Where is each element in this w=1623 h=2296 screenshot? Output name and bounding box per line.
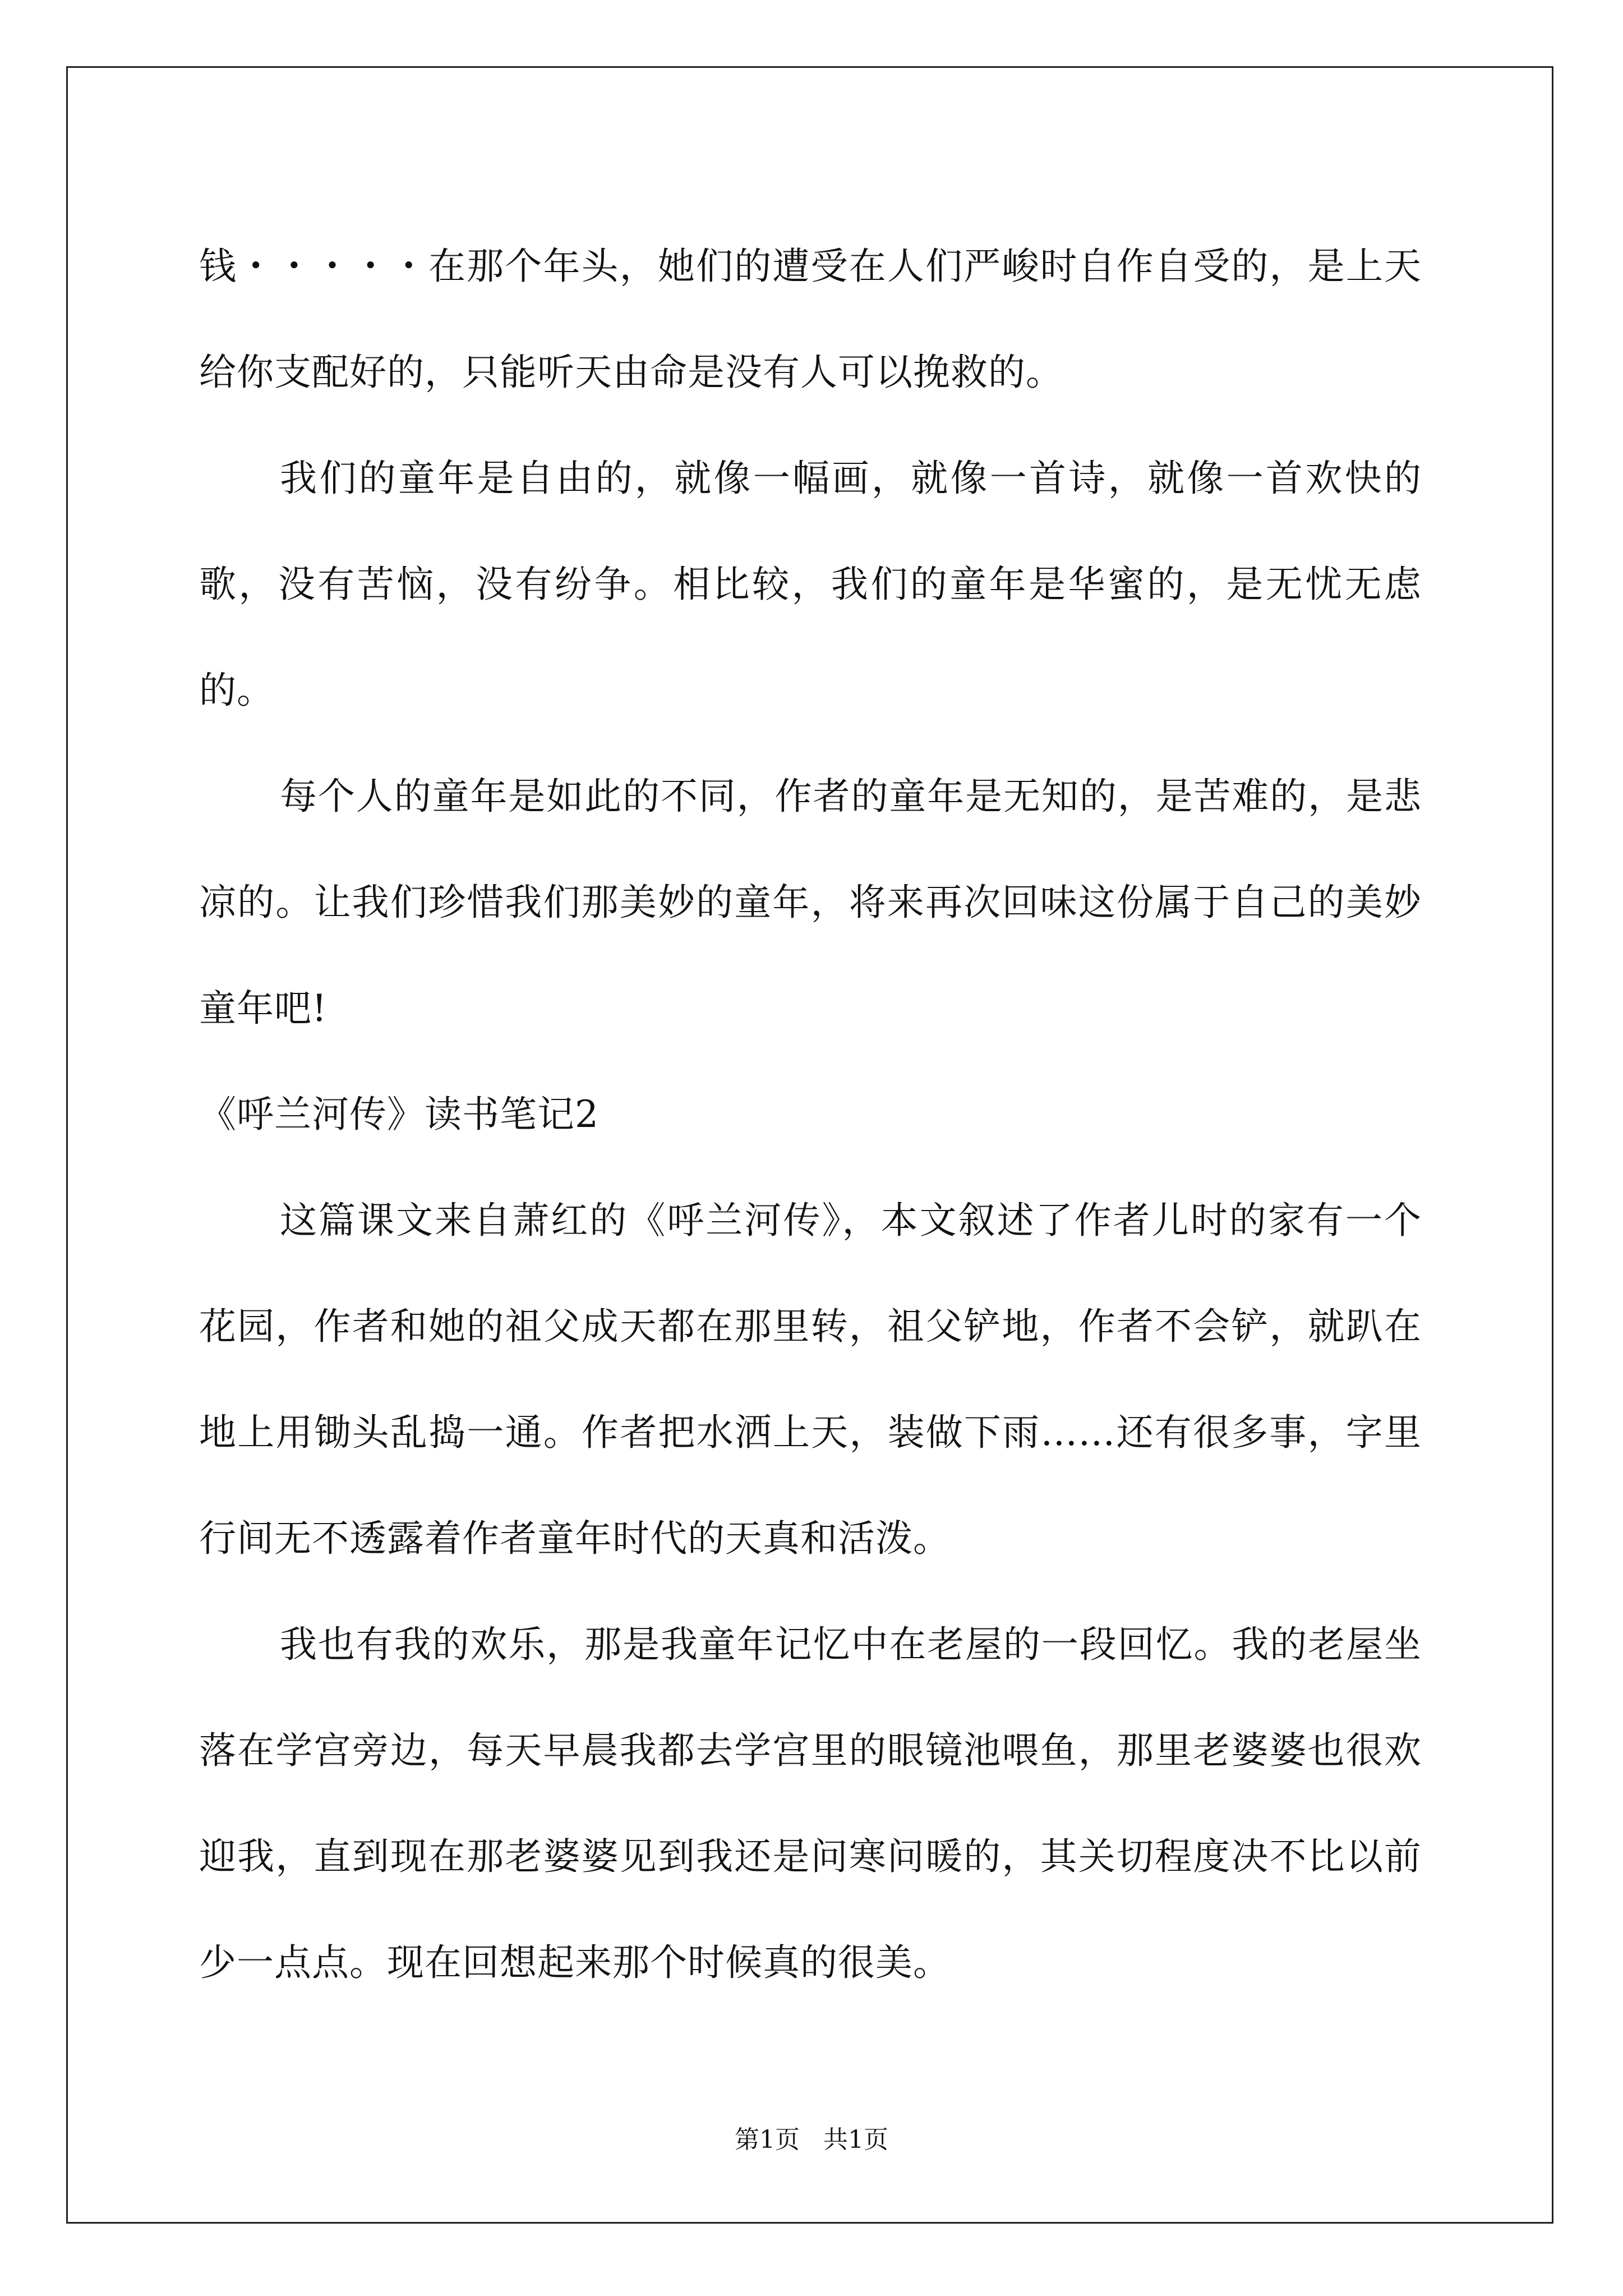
- section-heading: 《呼兰河传》读书笔记2: [199, 1093, 599, 1136]
- document-body: [199, 213, 1422, 2016]
- page-total: 共1页: [823, 2125, 888, 2154]
- paragraph: 每个人的童年是如此的不同，作者的童年是无知的，是苦难的，是悲凉的。让我们珍惜我们那美妙的童年，将来再次回味这份属于自己的美妙童年吧!: [199, 775, 1422, 1030]
- paragraph: 我也有我的欢乐，那是我童年记忆中在老屋的一段回忆。我的老屋坐落在学宫旁边，每天早晨我都去学宫里的眼镜池喂鱼，那里老婆婆也很欢迎我，直到现在那老婆婆见到我还是问寒问暖的，其关切程度决不比以前少一点点。现在回想起来那个时候真的很美。: [199, 1623, 1422, 1984]
- paragraph: 我们的童年是自由的，就像一幅画，就像一首诗，就像一首欢快的歌，没有苦恼，没有纷争。相比较，我们的童年是华蜜的，是无忧无虑的。: [199, 457, 1422, 712]
- page-number: 第1页: [735, 2125, 800, 2154]
- paragraph-continuation: 钱・・・・・在那个年头，她们的遭受在人们严峻时自作自受的，是上天给你支配好的，只能听天由命是没有人可以挽救的。: [199, 245, 1422, 394]
- paragraph: 这篇课文来自萧红的《呼兰河传》，本文叙述了作者儿时的家有一个花园，作者和她的祖父成天都在那里转，祖父铲地，作者不会铲，就趴在地上用锄头乱捣一通。作者把水洒上天，装做下雨……还有很多事，字里行间无不透露着作者童年时代的天真和活泼。: [199, 1199, 1422, 1560]
- page-footer: [0, 2123, 1623, 2157]
